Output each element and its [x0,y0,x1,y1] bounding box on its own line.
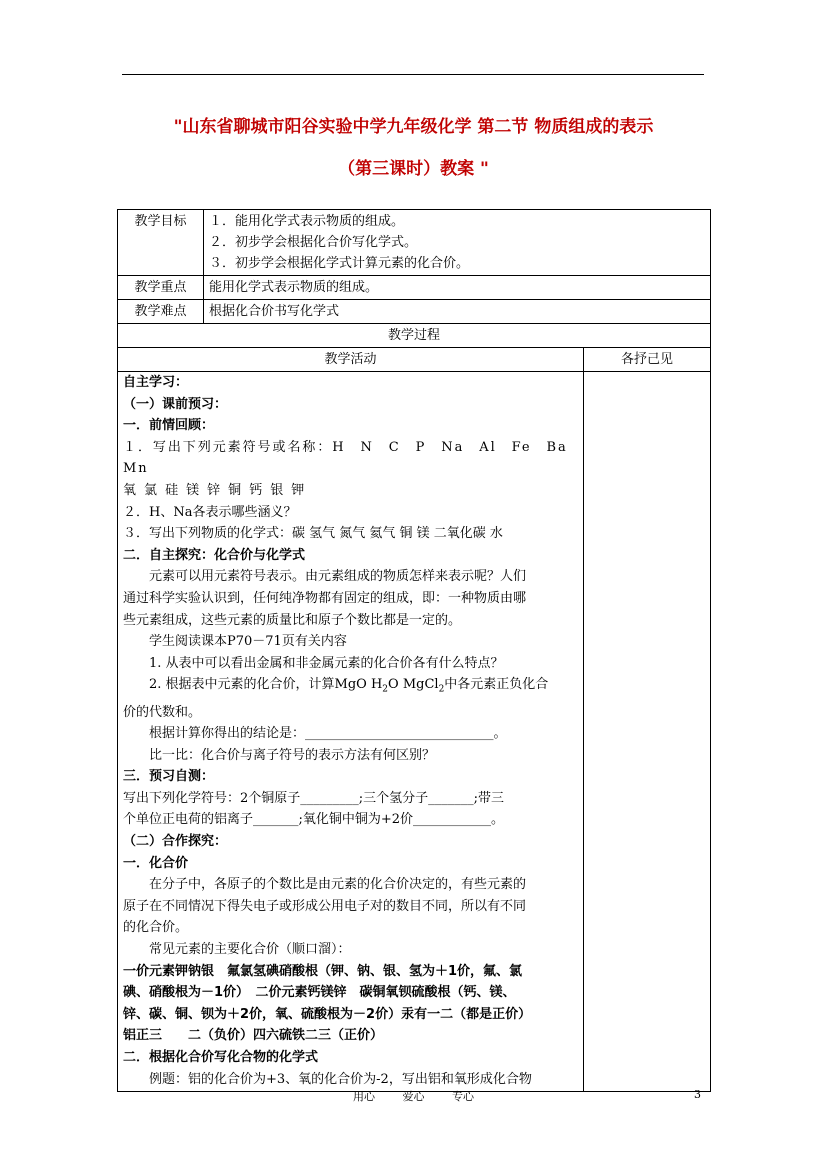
paragraph-line: 在分子中，各原子的个数比是由元素的化合价决定的，有些元素的 [149,877,527,893]
key-point-text: 能用化学式表示物质的组成。 [204,276,711,300]
paragraph-line: 的化合价。 [123,920,189,936]
footer-word: 爱心 [402,1090,425,1103]
fill-in-line: 个单位正电荷的铝离子_______;氧化铜中铜为+2价____________。 [123,812,505,828]
section-heading: （一）课前预习： [123,396,228,412]
formula-text: 2. 根据表中元素的化合价，计算MgO H [149,677,383,693]
rhyme-line: 碘、硝酸根为－1价） 二价元素钙镁锌 碳铜氧钡硫酸根（钙、镁、 [123,985,516,1001]
document-title-line2: （第三课时）教案 " [338,159,489,179]
paragraph-line: 常见元素的主要化合价（顺口溜）： [149,942,351,958]
goals-cell [204,210,711,276]
paragraph-line: 例题：铝的化合价为+3、氧的化合价为-2，写出铝和氧形成化合物 [149,1071,532,1087]
paragraph-line: １．写出下列元素符号或名称：H N C P Na Al Fe Ba Mn [123,439,583,477]
fill-in-line: 根据计算你得出的结论是：_____________________________。 [149,726,507,742]
goal-item: １．能用化学式表示物质的组成。 [209,214,405,229]
difficult-point-row [118,300,711,324]
column-header-row [118,348,711,372]
difficult-point-label: 教学难点 [118,300,204,324]
section-heading: 一．前情回顾： [123,418,215,434]
rhyme-line: 锌、碳、铜、钡为＋2价，氧、硫酸根为－2价）汞有一二（都是正价） [123,1006,532,1022]
notes-cell [584,372,711,1092]
section-heading: （二）合作探究： [123,834,228,850]
question-line: 比一比：化合价与离子符号的表示方法有何区别？ [149,747,436,763]
section-heading: 三．预习自测： [123,769,215,785]
notes-header: 各抒己见 [584,348,711,372]
section-heading: 自主学习： [123,375,189,390]
paragraph-line: 些元素组成，这些元素的质量比和原子个数比都是一定的。 [123,612,462,628]
difficult-point-text: 根据化合价书写化学式 [204,300,711,324]
rhyme-line: 一价元素钾钠银 氟氯氢碘硝酸根（钾、钠、银、氢为＋1价，氟、氯 [123,963,523,979]
process-header-row [118,324,711,348]
paragraph-line: ２．H、Na各表示哪些涵义？ [123,504,297,520]
key-point-label: 教学重点 [118,276,204,300]
paragraph-line: ３．写出下列物质的化学式：碳 氢气 氮气 氦气 铜 镁 二氧化碳 水 [123,526,503,542]
goals-label: 教学目标 [118,210,204,276]
footer-motto [0,1088,827,1104]
header-rule [122,74,704,75]
rhyme-line: 铝正三 二（负价）四六硫铁二三（正价） [123,1028,384,1044]
paragraph-line: 元素可以用元素符号表示。由元素组成的物质怎样来表示呢？人们 [149,569,527,585]
process-header: 教学过程 [118,324,711,348]
lesson-plan-table [117,209,711,1092]
document-title-line1: "山东省聊城市阳谷实验中学九年级化学 第二节 物质组成的表示 [173,117,654,137]
goals-row [118,210,711,276]
subscript: 2 [382,684,389,695]
question-line: 1. 从表中可以看出金属和非金属元素的化合价各有什么特点？ [149,655,504,671]
paragraph-line: 氧 氯 硅 镁 锌 铜 钙 银 钾 [123,482,307,498]
subscript: 2 [438,684,445,695]
paragraph-line: 原子在不同情况下得失电子或形成公用电子对的数目不同，所以有不同 [123,898,527,914]
footer-word: 用心 [353,1090,375,1103]
section-heading: 一．化合价 [123,855,189,871]
key-point-row [118,276,711,300]
section-heading: 二．自主探究：化合价与化学式 [123,547,306,563]
activity-content [118,372,584,1092]
footer-word: 专心 [452,1090,474,1103]
paragraph-line: 通过科学实验认识到，任何纯净物都有固定的组成，即：一种物质由哪 [123,590,527,606]
paragraph-line: 学生阅读课本P70－71页有关内容 [149,634,347,650]
goal-item: ２．初步学会根据化合价写化学式。 [209,235,418,250]
goal-item: ３．初步学会根据化学式计算元素的化合价。 [209,256,470,271]
fill-in-line: 写出下列化学符号：2个铜原子_________;三个氢分子_______;带三 [123,790,505,806]
question-line [123,674,578,701]
page-number: 3 [694,1088,701,1101]
paragraph-line: 价的代数和。 [123,704,202,720]
formula-text: 中各元素正负化合 [444,677,549,693]
activity-header: 教学活动 [118,348,584,372]
formula-text: O MgCl [388,677,439,693]
section-heading: 二．根据化合价写化合物的化学式 [123,1050,319,1065]
content-row [118,372,711,1092]
